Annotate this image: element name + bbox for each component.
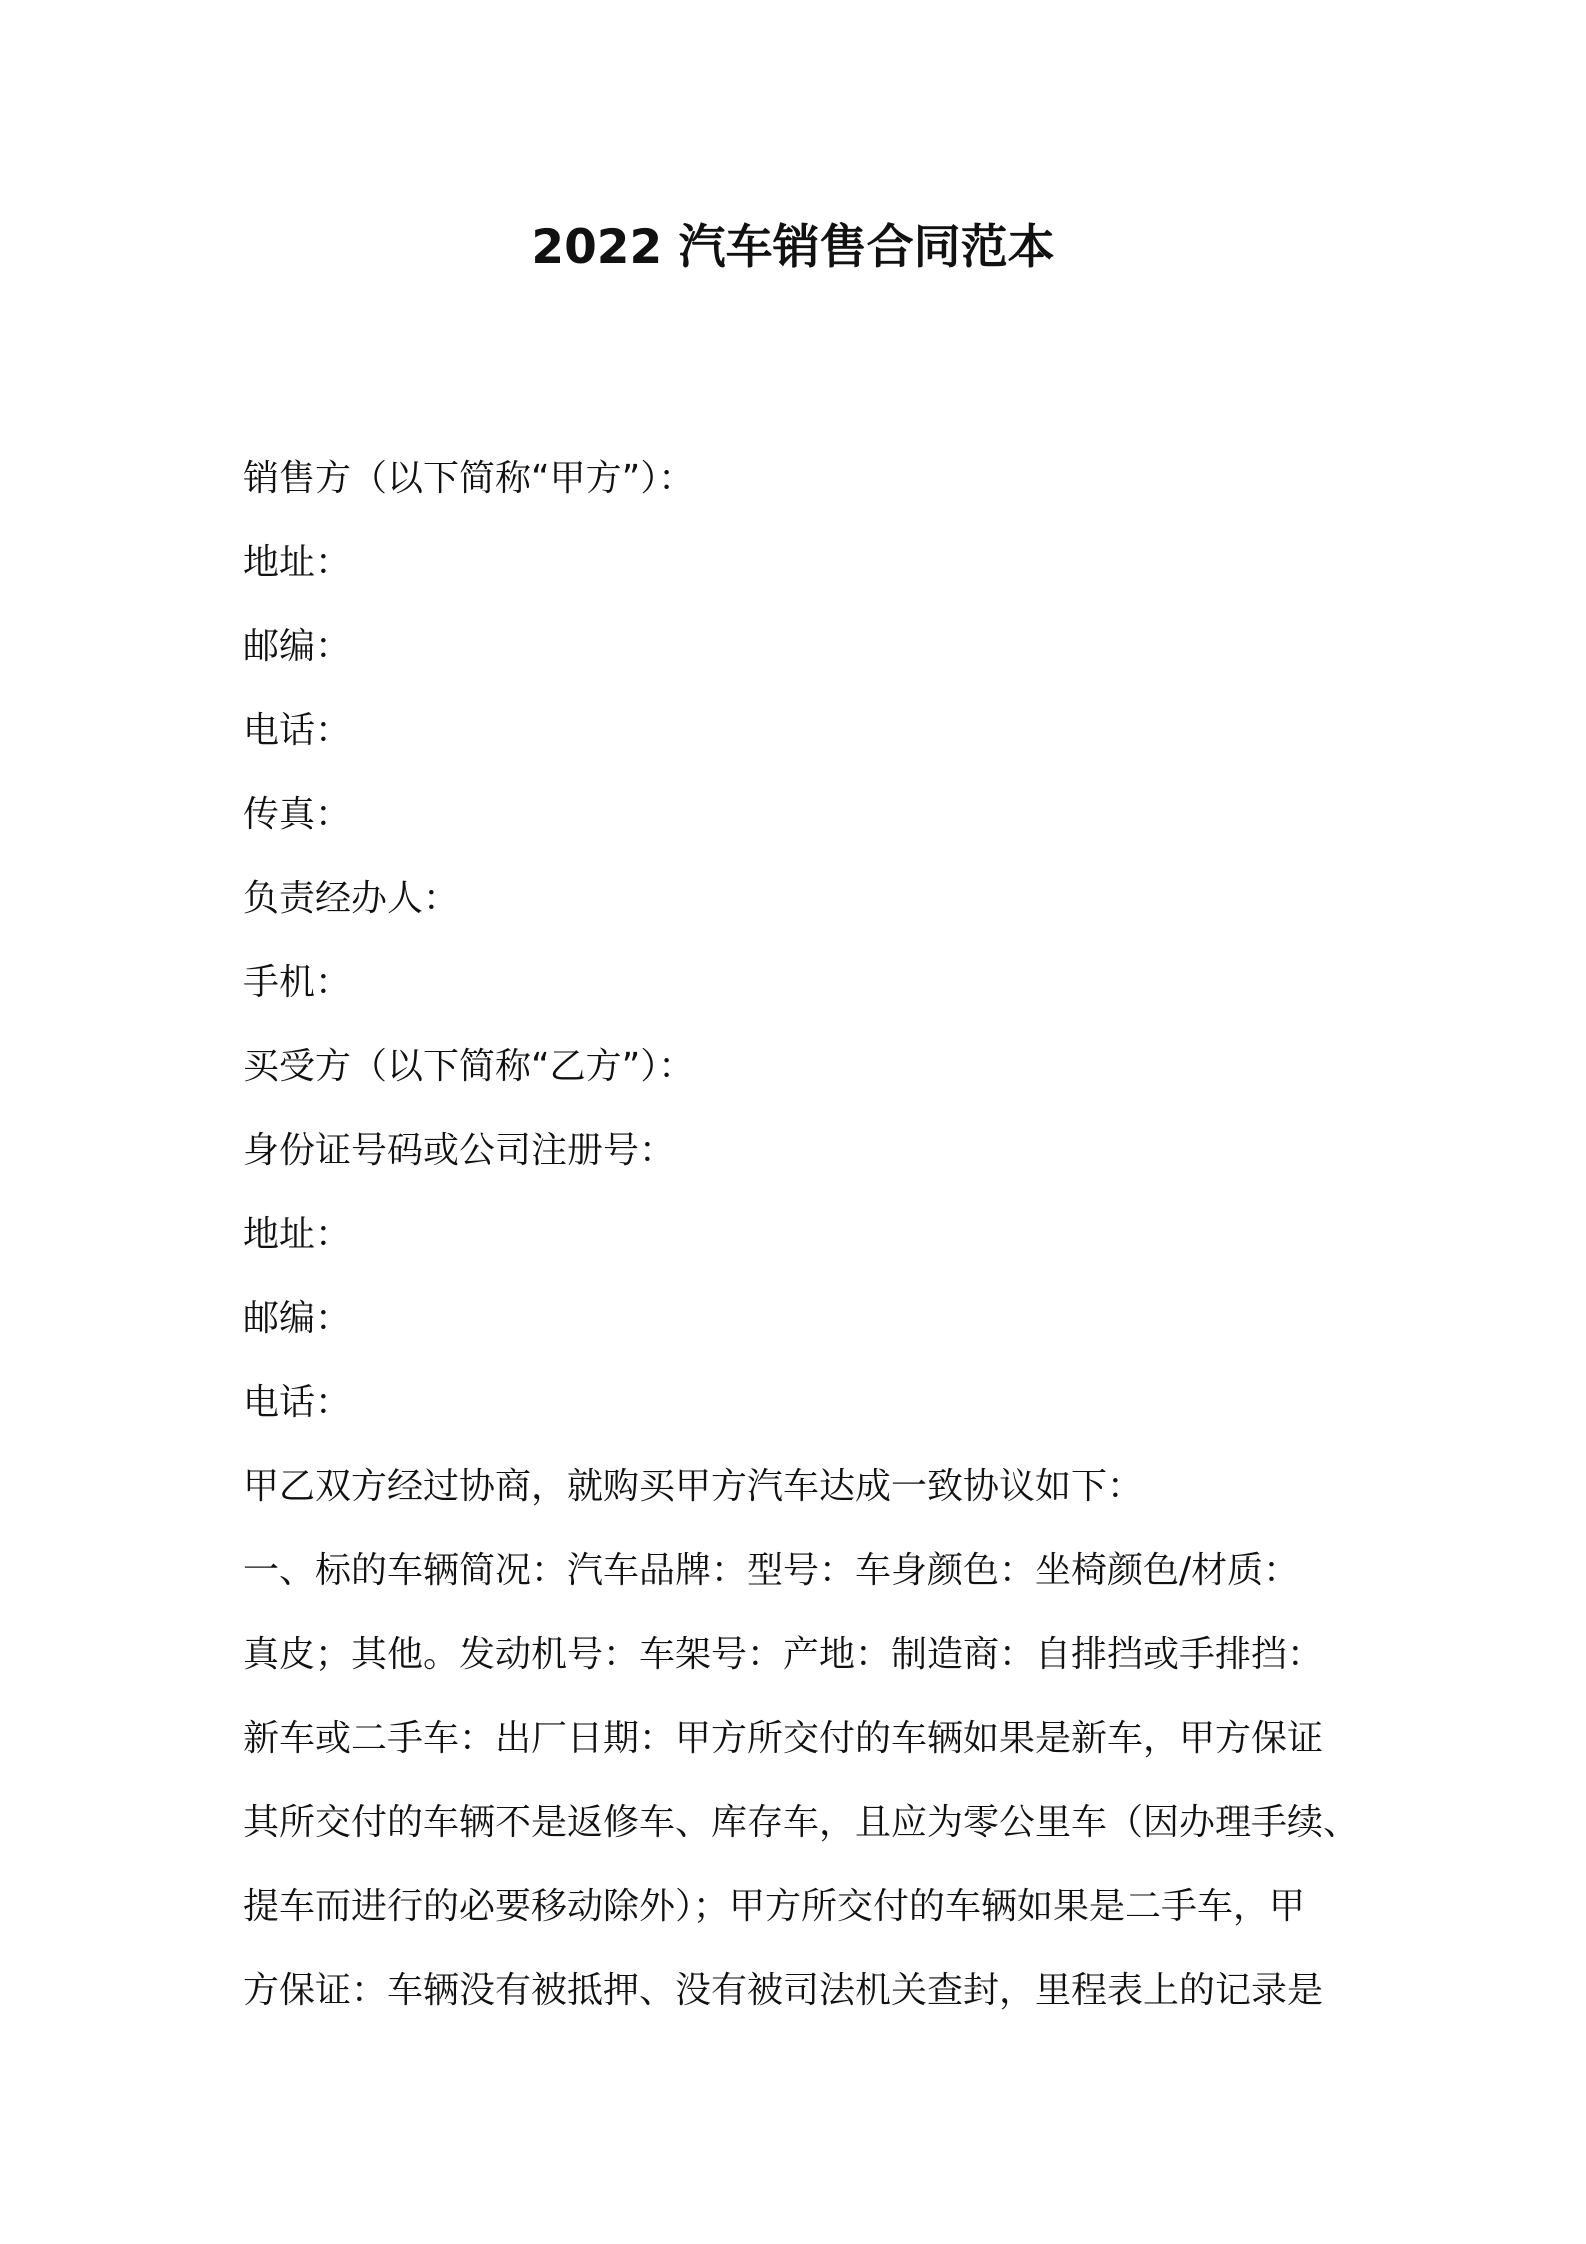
seller-fax-line: 传真： xyxy=(243,794,352,835)
buyer-line: 买受方（以下简称“乙方”）： xyxy=(243,1046,695,1087)
vehicle-paragraph-line-1: 一、标的车辆简况：汽车品牌：型号：车身颜色：坐椅颜色/材质： xyxy=(243,1550,1300,1591)
vehicle-paragraph-line-4: 其所交付的车辆不是返修车、库存车，且应为零公里车（因办理手续、 xyxy=(243,1802,1360,1843)
seller-mobile-line: 手机： xyxy=(243,962,352,1003)
seller-address-line: 地址： xyxy=(243,542,352,583)
seller-agent-line: 负责经办人： xyxy=(243,878,460,919)
vehicle-paragraph-line-6: 方保证：车辆没有被抵押、没有被司法机关查封，里程表上的记录是 xyxy=(243,1970,1324,2011)
buyer-address-line: 地址： xyxy=(243,1214,352,1255)
buyer-id-line: 身份证号码或公司注册号： xyxy=(243,1130,676,1171)
document-title: 2022 汽车销售合同范本 xyxy=(531,220,1055,275)
agreement-intro-line: 甲乙双方经过协商，就购买甲方汽车达成一致协议如下： xyxy=(243,1466,1144,1507)
contract-body xyxy=(243,437,1363,2033)
buyer-postcode-line: 邮编： xyxy=(243,1298,352,1339)
vehicle-paragraph-line-2: 真皮；其他。发动机号：车架号：产地：制造商：自排挡或手排挡： xyxy=(243,1634,1324,1675)
buyer-phone-line: 电话： xyxy=(243,1382,352,1423)
vehicle-paragraph-line-5: 提车而进行的必要移动除外）；甲方所交付的车辆如果是二手车，甲 xyxy=(243,1886,1306,1927)
vehicle-paragraph-line-3: 新车或二手车：出厂日期：甲方所交付的车辆如果是新车，甲方保证 xyxy=(243,1718,1324,1759)
seller-postcode-line: 邮编： xyxy=(243,626,352,667)
seller-line: 销售方（以下简称“甲方”）： xyxy=(243,458,695,499)
seller-phone-line: 电话： xyxy=(243,710,352,751)
